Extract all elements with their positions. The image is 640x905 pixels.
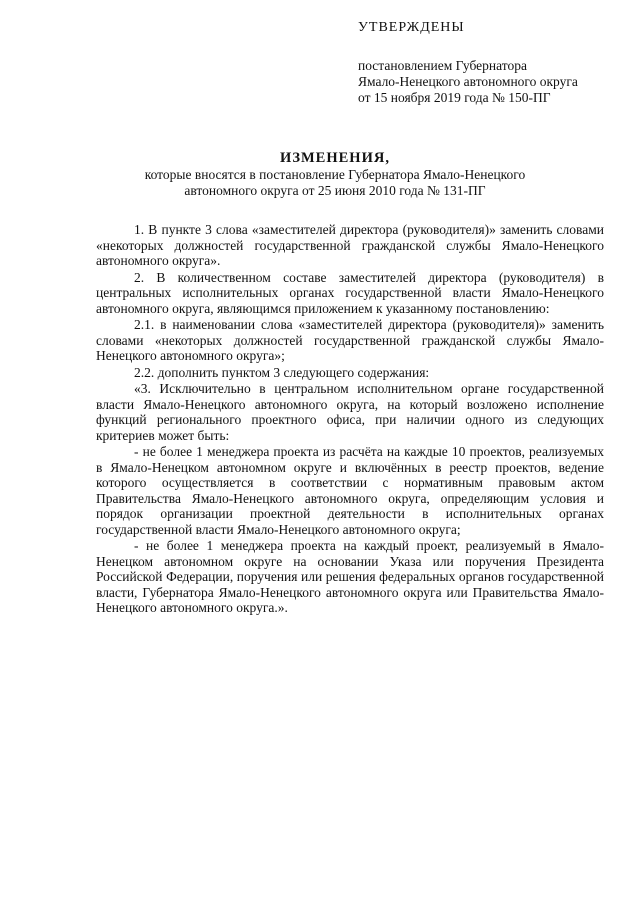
paragraph-1: 1. В пункте 3 слова «заместителей директора (руководителя)» заменить словами «некоторых должностей государственной гражданской службы Ямало-Ненецкого автономного округа». bbox=[96, 222, 604, 268]
paragraph-criterion-1: - не более 1 менеджера проекта из расчёта на каждые 10 проектов, реализуемых в Ямало-Ненецком автономном округе и включённых в реестр проектов, ведение которого осуществляется в соответствии с нормативным правовым актом Правительства Ямало-Ненецкого автономного округа, определяющим условия и порядок организации проектной деятельности в исполнительных органах государственной власти Ямало-Ненецкого автономного округа; bbox=[96, 444, 604, 537]
paragraph-3-quote: «3. Исключительно в центральном исполнительном органе государственной власти Ямало-Ненецкого автономного округа, на который возложено исполнение функций регионального проектного офиса, при наличии одного из следующих критериев может быть: bbox=[96, 381, 604, 443]
approval-line-2: Ямало-Ненецкого автономного округа bbox=[358, 74, 578, 89]
approval-title: УТВЕРЖДЕНЫ bbox=[358, 20, 465, 35]
document-body bbox=[96, 222, 604, 617]
heading-title: ИЗМЕНЕНИЯ, bbox=[280, 150, 390, 166]
heading-line-1: которые вносятся в постановление Губернатора Ямало-Ненецкого bbox=[144, 167, 526, 182]
document-heading bbox=[90, 150, 580, 199]
approval-line-3: от 15 ноября 2019 года № 150-ПГ bbox=[358, 90, 551, 105]
paragraph-2-2: 2.2. дополнить пунктом 3 следующего содержания: bbox=[134, 364, 430, 380]
heading-line-2: автономного округа от 25 июня 2010 года № 131-ПГ bbox=[184, 183, 486, 198]
paragraph-criterion-2: - не более 1 менеджера проекта на каждый проект, реализуемый в Ямало-Ненецком автономном округе на основании Указа или поручения Президента Российской Федерации, поручения или решения федеральных органов государственной власти, Губернатора Ямало-Ненецкого автономного округа или Правительства Ямало-Ненецкого автономного округа.». bbox=[96, 538, 604, 615]
paragraph-2-1: 2.1. в наименовании слова «заместителей директора (руководителя)» заменить словами «некоторых должностей государственной гражданской службы Ямало-Ненецкого автономного округа»; bbox=[96, 317, 604, 363]
approval-stamp-block bbox=[358, 20, 628, 106]
paragraph-2: 2. В количественном составе заместителей директора (руководителя) в центральных исполнительных органах государственной власти Ямало-Ненецкого автономного округа, являющимся приложением к указанному постановлению: bbox=[96, 269, 604, 316]
approval-line-1: постановлением Губернатора bbox=[358, 58, 527, 73]
